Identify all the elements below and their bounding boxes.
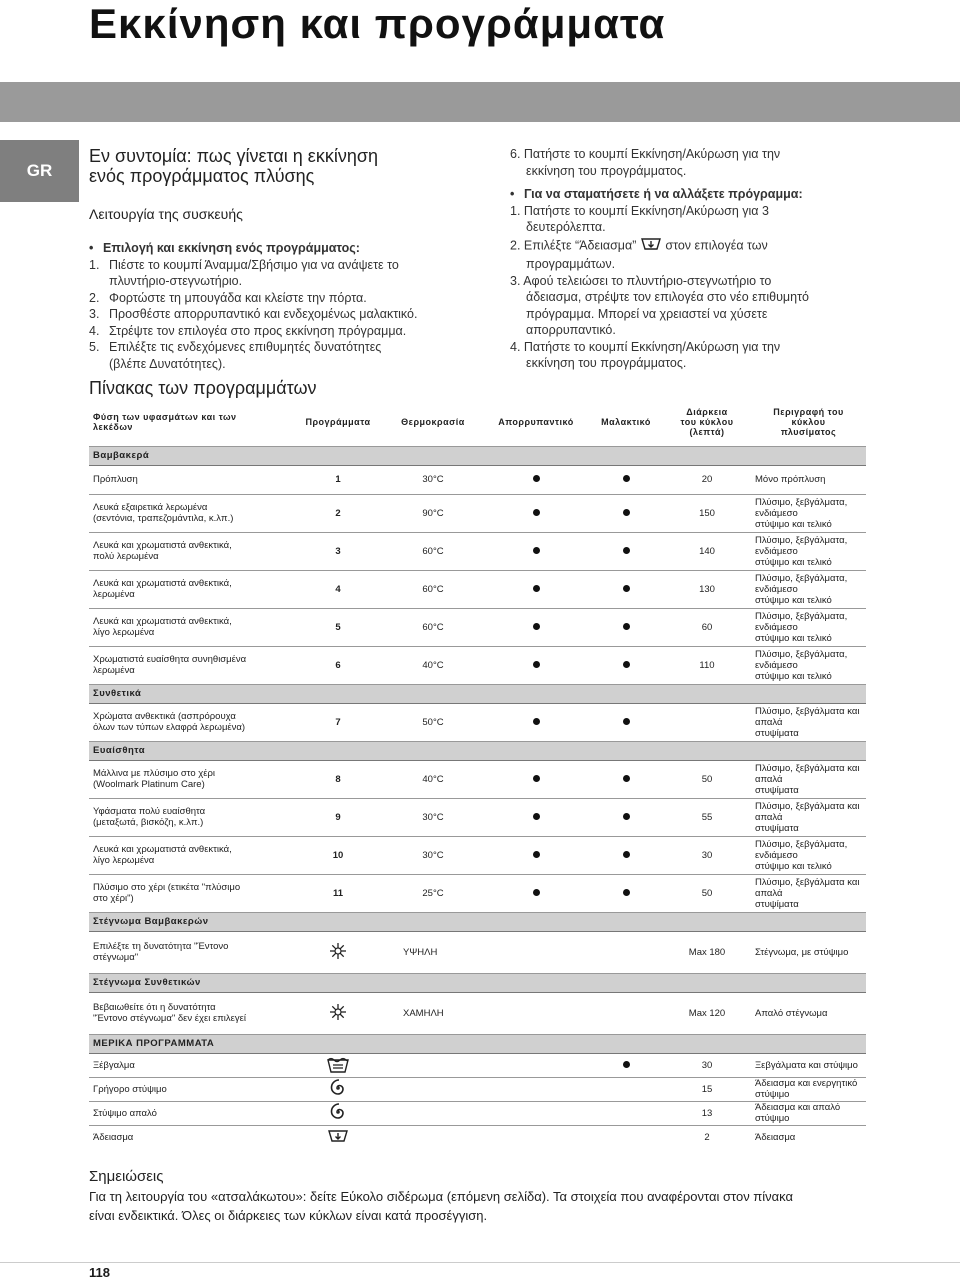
program-cell (293, 931, 383, 973)
duration-cell: 60 (663, 608, 751, 646)
duration-cell: 30 (663, 836, 751, 874)
softener-cell (589, 646, 663, 684)
step-text: 6. Πατήστε το κουμπί Εκκίνηση/Ακύρωση για την (510, 147, 781, 161)
cell-text: λερωμένα (93, 665, 135, 676)
cell-text: (μεταξωτά, βισκόζη, κ.λπ.) (93, 817, 204, 828)
step-text: πλυντήριο-στεγνωτήριο. (109, 274, 243, 288)
category-row (89, 446, 866, 465)
program-cell (293, 1101, 383, 1125)
cell-text: λίγο λερωμένα (93, 627, 155, 638)
detergent-cell (483, 836, 589, 874)
notes-section (89, 1168, 909, 1225)
fabric-cell (89, 646, 293, 684)
table-row (89, 703, 866, 741)
programs-table (89, 398, 866, 1149)
cell-text: στυψίματα (755, 784, 799, 796)
fabric-cell: Στύψιμο απαλό (89, 1101, 293, 1125)
step-text: άδειασμα, στρέψτε τον επιλογέα στο νέο επιθυμητό (526, 290, 809, 304)
cell-text: Πλύσιμο, ξεβγάλματα και απαλά (755, 800, 860, 823)
softener-cell (589, 874, 663, 912)
drying-level-cell: ΥΨΗΛΗ (383, 931, 589, 973)
step-text (510, 236, 855, 257)
softener-cell (589, 1053, 663, 1077)
category-label: Βαμβακερά (89, 446, 866, 465)
step-line (89, 273, 499, 290)
step-text: προγραμμάτων. (526, 257, 616, 271)
cell-text: Χρώματα ανθεκτικά (ασπρόρουχα (93, 711, 236, 722)
detergent-cell (483, 465, 589, 494)
table-row (89, 760, 866, 798)
drying-sun-icon (329, 952, 347, 963)
cell-text: στύψιμο και τελικό (755, 632, 832, 644)
step-line (89, 257, 499, 274)
step-line (89, 290, 499, 307)
cell-text: όλων των τύπων ελαφρά λερωμένα) (93, 722, 246, 733)
cell-text: στύψιμο και τελικό (755, 556, 832, 568)
spin-icon (329, 1089, 347, 1100)
dot-marker (533, 509, 540, 516)
header-temperature: Θερμοκρασία (401, 416, 465, 427)
softener-cell (589, 1125, 663, 1149)
program-cell (293, 1077, 383, 1101)
fabric-cell: Γρήγορο στύψιμο (89, 1077, 293, 1101)
cell-text: στυψίματα (755, 822, 799, 834)
fabric-cell: Ξέβγαλμα (89, 1053, 293, 1077)
step-text-part: στον επιλογέα των (665, 238, 768, 253)
program-cell: 5 (293, 608, 383, 646)
description-cell: Στέγνωμα, με στύψιμο (751, 931, 866, 973)
header-description (751, 398, 866, 446)
detergent-cell (483, 1125, 589, 1149)
fabric-cell (89, 931, 293, 973)
cell-text: Πρόπλυση (93, 474, 138, 485)
dot-marker (533, 547, 540, 554)
category-row (89, 684, 866, 703)
dot-marker (623, 889, 630, 896)
header-text: (λεπτά) (689, 426, 725, 437)
detergent-cell (483, 874, 589, 912)
dot-marker (623, 547, 630, 554)
notes-line: Για τη λειτουργία του «ατσαλάκωτου»: δείτε Εύκολο σιδέρωμα (επόμενη σελίδα). Τα στοιχεία που αναφέρονται στον πίνακα (89, 1189, 794, 1204)
category-label: Συνθετικά (89, 684, 866, 703)
cell-text: Λευκά εξαιρετικά λερωμένα (93, 502, 208, 513)
section-title-line: Εν συντομία: πως γίνεται η εκκίνηση (89, 146, 378, 166)
duration-cell: 130 (663, 570, 751, 608)
header-softener: Μαλακτικό (601, 416, 651, 427)
bullet-heading: • Για να σταματήσετε ή να αλλάξετε πρόγραμμα: (510, 187, 803, 201)
step-text-part: 2. Επιλέξτε “Άδειασμα” (510, 238, 637, 253)
step-text: Φορτώστε τη μπουγάδα και κλείστε την πόρτα. (109, 290, 367, 305)
cell-text: Λευκά και χρωματιστά ανθεκτικά, (93, 616, 232, 627)
cell-text: πολύ λερωμένα (93, 551, 159, 562)
program-cell: 11 (293, 874, 383, 912)
rinse-icon (325, 1066, 351, 1077)
header-detergent: Απορρυπαντικό (498, 416, 574, 427)
table-row (89, 532, 866, 570)
right-column (510, 146, 855, 372)
fabric-cell (89, 798, 293, 836)
table-row (89, 570, 866, 608)
gentle-spin-icon (329, 1113, 347, 1124)
table-row (89, 836, 866, 874)
cell-text: Πλύσιμο, ξεβγάλματα, ενδιάμεσο (755, 496, 848, 519)
detergent-cell (483, 798, 589, 836)
page-header (0, 0, 960, 122)
detergent-cell (483, 532, 589, 570)
description-cell (751, 798, 866, 836)
description-cell (751, 494, 866, 532)
cell-text: Βεβαιωθείτε ότι η δυνατότητα (93, 1002, 216, 1013)
category-label: Ευαίσθητα (89, 741, 866, 760)
duration-cell: 13 (663, 1101, 751, 1125)
table-row (89, 931, 866, 973)
fabric-cell (89, 494, 293, 532)
softener-cell (589, 798, 663, 836)
table-row (89, 1053, 866, 1077)
dot-marker (533, 889, 540, 896)
subtitle: Λειτουργία της συσκευής (89, 206, 243, 222)
description-cell (751, 703, 866, 741)
step-number: 5. (89, 340, 100, 354)
step-text: δευτερόλεπτα. (526, 220, 606, 234)
softener-cell (589, 1101, 663, 1125)
cell-text: Επιλέξτε τη δυνατότητα "Έντονο (93, 941, 229, 952)
category-row (89, 741, 866, 760)
step-text: (βλέπε Δυνατότητες). (109, 356, 226, 371)
program-cell: 7 (293, 703, 383, 741)
dot-marker (623, 623, 630, 630)
description-cell (751, 532, 866, 570)
temperature-cell: 60°C (383, 570, 483, 608)
cell-text: "Έντονο στέγνωμα" δεν έχει επιλεγεί (93, 1013, 246, 1024)
cell-text: Πλύσιμο, ξεβγάλματα, ενδιάμεσο (755, 648, 848, 671)
cell-text: στύψιμο και τελικό (755, 594, 832, 606)
step-number: 3. (89, 307, 100, 321)
duration-cell: 150 (663, 494, 751, 532)
header-text: Διάρκεια (686, 406, 728, 417)
notes-text (89, 1187, 909, 1225)
header-text: πλυσίματος (780, 426, 837, 437)
category-label: Στέγνωμα Βαμβακερών (89, 912, 866, 931)
table-header-row (89, 398, 866, 446)
notes-title: Σημειώσεις (89, 1168, 164, 1185)
detergent-cell (483, 608, 589, 646)
dot-marker (533, 851, 540, 858)
dot-marker (623, 813, 630, 820)
fabric-cell (89, 836, 293, 874)
fabric-cell (89, 760, 293, 798)
cell-text: στύψιμο και τελικό (755, 518, 832, 530)
program-cell: 6 (293, 646, 383, 684)
table-row (89, 1101, 866, 1125)
table-row (89, 465, 866, 494)
fabric-cell (89, 465, 293, 494)
dot-marker (623, 1061, 630, 1068)
step-number: 2. (89, 290, 100, 305)
program-cell (293, 1053, 383, 1077)
temperature-cell: 90°C (383, 494, 483, 532)
program-cell (293, 992, 383, 1034)
page-number: 118 (89, 1265, 110, 1280)
cell-text: Πλύσιμο, ξεβγάλματα και απαλά (755, 705, 860, 728)
program-cell: 2 (293, 494, 383, 532)
duration-cell: 50 (663, 760, 751, 798)
cell-text: Λευκά και χρωματιστά ανθεκτικά, (93, 578, 232, 589)
detergent-cell (483, 760, 589, 798)
cell-text: στο χέρι") (93, 893, 134, 904)
temperature-cell: 50°C (383, 703, 483, 741)
duration-cell: 50 (663, 874, 751, 912)
header-text: Περιγραφή του κύκλου (773, 406, 844, 427)
header-fabric (89, 398, 293, 446)
duration-cell (663, 703, 751, 741)
step-text: Στρέψτε τον επιλογέα στο προς εκκίνηση πρόγραμμα. (109, 323, 407, 338)
softener-cell (589, 570, 663, 608)
dot-marker (533, 475, 540, 482)
temperature-cell: 40°C (383, 646, 483, 684)
description-cell: Απαλό στέγνωμα (751, 992, 866, 1034)
detergent-cell (483, 1053, 589, 1077)
category-label: Στέγνωμα Συνθετικών (89, 973, 866, 992)
duration-cell: 140 (663, 532, 751, 570)
step-number (89, 356, 109, 373)
softener-cell (589, 465, 663, 494)
temperature-cell: 60°C (383, 532, 483, 570)
bullet-text: Για να σταματήσετε ή να αλλάξετε πρόγραμμα: (524, 187, 803, 201)
program-cell (293, 1125, 383, 1149)
fabric-cell (89, 570, 293, 608)
table-row (89, 798, 866, 836)
table-row (89, 494, 866, 532)
step-line (89, 323, 499, 340)
description-cell (751, 608, 866, 646)
program-cell: 10 (293, 836, 383, 874)
duration-cell: 20 (663, 465, 751, 494)
cell-text: Πλύσιμο, ξεβγάλματα και απαλά (755, 876, 860, 899)
category-label: ΜΕΡΙΚΑ ΠΡΟΓΡΑΜΜΑΤΑ (89, 1034, 866, 1053)
temperature-cell (383, 1125, 483, 1149)
table-row (89, 646, 866, 684)
dot-marker (623, 585, 630, 592)
description-cell (751, 836, 866, 874)
fabric-cell: Άδειασμα (89, 1125, 293, 1149)
table-row (89, 1125, 866, 1149)
cell-text: Πλύσιμο, ξεβγάλματα, ενδιάμεσο (755, 838, 848, 861)
table-row (89, 874, 866, 912)
cell-text: Πλύσιμο, ξεβγάλματα, ενδιάμεσο (755, 610, 848, 633)
table-row (89, 1077, 866, 1101)
cell-text: Χρωματιστά ευαίσθητα συνηθισμένα (93, 654, 247, 665)
step-number: 1. (89, 257, 100, 272)
cell-text: Υφάσματα πολύ ευαίσθητα (93, 806, 206, 817)
step-line (89, 356, 499, 373)
description-cell (751, 874, 866, 912)
detergent-cell (483, 1077, 589, 1101)
step-text: 4. Πατήστε το κουμπί Εκκίνηση/Ακύρωση για την (510, 339, 781, 354)
fabric-cell (89, 608, 293, 646)
step-line (89, 339, 499, 356)
bullet-text: Επιλογή και εκκίνηση ενός προγράμματος: (103, 241, 360, 255)
softener-cell (589, 760, 663, 798)
right-steps (510, 146, 855, 372)
header-text: Φύση των υφασμάτων και των (93, 411, 237, 422)
temperature-cell: 30°C (383, 465, 483, 494)
program-cell: 9 (293, 798, 383, 836)
dot-marker (623, 718, 630, 725)
cell-text: Λευκά και χρωματιστά ανθεκτικά, (93, 540, 232, 551)
softener-cell (589, 494, 663, 532)
cell-text: Λευκά και χρωματιστά ανθεκτικά, (93, 844, 232, 855)
dot-marker (533, 661, 540, 668)
dot-marker (623, 851, 630, 858)
cell-text: Πλύσιμο στο χέρι (ετικέτα "πλύσιμο (93, 882, 241, 893)
cell-text: στύψιμο και τελικό (755, 860, 832, 872)
step-text: πρόγραμμα. Μπορεί να χρειαστεί να χύσετε (526, 306, 768, 321)
step-text: Πιέστε το κουμπί Άναμμα/Σβήσιμο για να ανάψετε το (109, 257, 399, 272)
duration-cell: 15 (663, 1077, 751, 1101)
softener-cell (589, 836, 663, 874)
description-cell: Άδειασμα και ενεργητικό στύψιμο (751, 1077, 866, 1101)
fabric-cell (89, 532, 293, 570)
page-title: Εκκίνηση και προγράμματα (89, 0, 666, 47)
softener-cell (589, 992, 663, 1034)
fabric-cell (89, 992, 293, 1034)
header-programs: Προγράμματα (305, 416, 371, 427)
step-text: 1. Πατήστε το κουμπί Εκκίνηση/Ακύρωση για 3 (510, 203, 769, 218)
program-cell: 8 (293, 760, 383, 798)
step-number: 4. (89, 323, 100, 338)
description-cell (751, 760, 866, 798)
category-row (89, 1034, 866, 1053)
cell-text: Μόνο πρόπλυση (755, 474, 826, 485)
footer-divider (0, 1262, 960, 1263)
cell-text: στυψίματα (755, 727, 799, 739)
header-duration (663, 398, 751, 446)
temperature-cell (383, 1077, 483, 1101)
header-band (0, 82, 960, 122)
dot-marker (533, 585, 540, 592)
drying-level-cell: ΧΑΜΗΛΗ (383, 992, 589, 1034)
table-heading: Πίνακας των προγραμμάτων (89, 378, 317, 398)
description-cell: Ξεβγάλματα και στύψιμο (751, 1053, 866, 1077)
program-cell: 3 (293, 532, 383, 570)
softener-cell (589, 608, 663, 646)
fabric-cell (89, 703, 293, 741)
cell-text: λίγο λερωμένα (93, 855, 155, 866)
temperature-cell: 30°C (383, 798, 483, 836)
step-text: Επιλέξτε τις ενδεχόμενες επιθυμητές δυνατότητες (109, 340, 382, 354)
language-tab: GR (0, 140, 79, 202)
description-cell (751, 646, 866, 684)
step-line (89, 306, 499, 323)
step-text: εκκίνηση του προγράμματος. (526, 163, 687, 178)
temperature-cell: 30°C (383, 836, 483, 874)
softener-cell (589, 532, 663, 570)
cell-text: στέγνωμα" (93, 952, 139, 963)
cell-text: Πλύσιμο, ξεβγάλματα, ενδιάμεσο (755, 534, 848, 557)
detergent-cell (483, 570, 589, 608)
drain-icon (327, 1136, 349, 1147)
detergent-cell (483, 646, 589, 684)
temperature-cell: 25°C (383, 874, 483, 912)
category-row (89, 973, 866, 992)
temperature-cell (383, 1053, 483, 1077)
table-row (89, 992, 866, 1034)
duration-cell: 55 (663, 798, 751, 836)
cell-text: στύψιμο και τελικό (755, 670, 832, 682)
softener-cell (589, 1077, 663, 1101)
bullet-heading: • Επιλογή και εκκίνηση ενός προγράμματος: (89, 241, 360, 255)
step-text: Προσθέστε απορρυπαντικό και ενδεχομένως μαλακτικό. (109, 307, 418, 321)
description-cell: Άδειασμα (751, 1125, 866, 1149)
softener-cell (589, 703, 663, 741)
cell-text: Πλύσιμο, ξεβγάλματα, ενδιάμεσο (755, 572, 848, 595)
duration-cell: Max 180 (663, 931, 751, 973)
section-title-line: ενός προγράμματος πλύσης (89, 166, 315, 186)
dot-marker (533, 775, 540, 782)
left-column (89, 146, 499, 399)
cell-text: Πλύσιμο, ξεβγάλματα και απαλά (755, 762, 860, 785)
softener-cell (589, 931, 663, 973)
description-cell (751, 570, 866, 608)
cell-text: Μάλλινα με πλύσιμο στο χέρι (93, 768, 216, 779)
duration-cell: 110 (663, 646, 751, 684)
drain-icon (640, 236, 662, 257)
step-text: απορρυπαντικό. (526, 323, 616, 337)
dot-marker (623, 475, 630, 482)
cell-text: (Woolmark Platinum Care) (93, 779, 205, 790)
category-row (89, 912, 866, 931)
detergent-cell (483, 703, 589, 741)
duration-cell: Max 120 (663, 992, 751, 1034)
dot-marker (623, 509, 630, 516)
header-text: του κύκλου (680, 416, 734, 427)
fabric-cell (89, 874, 293, 912)
detergent-cell (483, 1101, 589, 1125)
cell-text: λερωμένα (93, 589, 135, 600)
step-text: εκκίνηση του προγράμματος. (526, 356, 687, 370)
duration-cell: 30 (663, 1053, 751, 1077)
cell-text: στυψίματα (755, 898, 799, 910)
header-text: λεκέδων (93, 421, 133, 432)
temperature-cell (383, 1101, 483, 1125)
section-title (89, 146, 499, 186)
dot-marker (533, 813, 540, 820)
dot-marker (623, 661, 630, 668)
temperature-cell: 40°C (383, 760, 483, 798)
drying-sun-icon (329, 1013, 347, 1024)
description-cell (751, 465, 866, 494)
cell-text: (σεντόνια, τραπεζομάντιλα, κ.λπ.) (93, 513, 234, 524)
temperature-cell: 60°C (383, 608, 483, 646)
dot-marker (533, 623, 540, 630)
table-row (89, 608, 866, 646)
detergent-cell (483, 494, 589, 532)
program-cell: 1 (293, 465, 383, 494)
dot-marker (533, 718, 540, 725)
duration-cell: 2 (663, 1125, 751, 1149)
dot-marker (623, 775, 630, 782)
program-cell: 4 (293, 570, 383, 608)
step-number (89, 273, 109, 290)
step-text: 3. Αφού τελειώσει το πλυντήριο-στεγνωτήριο το (510, 273, 772, 288)
description-cell: Άδειασμα και απαλό στύψιμο (751, 1101, 866, 1125)
notes-line: είναι ενδεικτικά. Όλες οι διάρκειες των κύκλων είναι κατά προσέγγιση. (89, 1208, 488, 1223)
steps-list (89, 240, 499, 372)
